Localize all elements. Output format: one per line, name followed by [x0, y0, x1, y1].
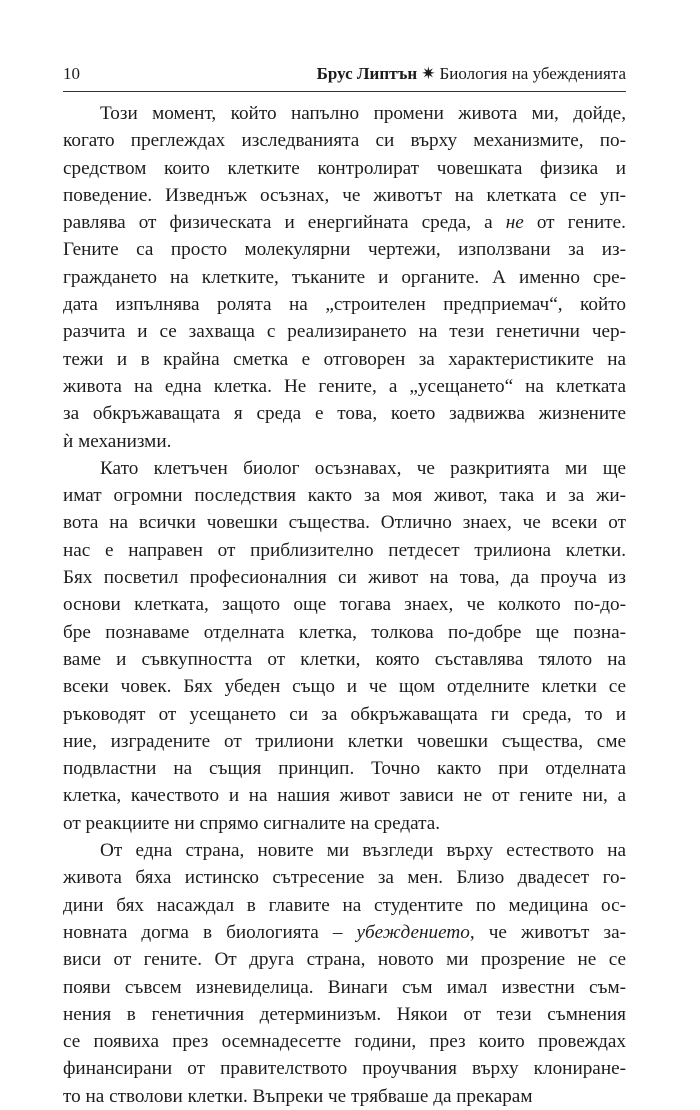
text-line [63, 346, 626, 373]
text-segment: живота бяха истинско сътресение за мен. Близо двадесет го- [63, 867, 626, 889]
text-line [63, 209, 626, 236]
text-segment: Бях посветил професионалния си живот на това, да проуча из [63, 567, 626, 589]
text-segment: нас е направен от приблизително петдесет трилиона клетки. [63, 539, 626, 561]
text-line [63, 892, 626, 919]
text-line [63, 1001, 626, 1028]
text-line [63, 810, 626, 837]
text-segment: бре познаваме отделната клетка, толкова по-добре ще позна- [63, 621, 626, 643]
header-rule [63, 91, 626, 92]
text-segment: клетка, качеството и на нашия живот зависи не от гените ни, а [63, 785, 626, 807]
text-segment: живота на една клетка. Не гените, а „усещането“ на клетката [63, 375, 626, 397]
text-line [63, 509, 626, 536]
paragraph [63, 837, 626, 1110]
text-segment: равлява от физическата и енергийната среда, а [63, 212, 506, 234]
text-line [63, 646, 626, 673]
text-segment: всеки човек. Бях убеден също и че щом отделните клетки се [63, 676, 626, 698]
text-segment: вота на всички човешки същества. Отлично знаех, че всеки от [63, 512, 626, 534]
text-line [63, 701, 626, 728]
text-segment: разчита и се захваща с реализирането на тези генетични чер- [63, 321, 626, 343]
running-head-author: Брус Липтън [316, 64, 418, 83]
text-segment: подвластни на същия принцип. Точно както при отделната [63, 758, 626, 780]
text-segment: от реакциите ни спрямо сигналите на средата. [63, 812, 441, 834]
text-line [63, 127, 626, 154]
text-line [63, 155, 626, 182]
text-line [63, 182, 626, 209]
running-head-book-title: Биология на убежденията [439, 64, 626, 83]
text-segment: за обкръжаващата я среда е това, което задвижва жизнените [63, 403, 626, 425]
text-segment: ние, изградените от трилиони клетки човешки същества, сме [63, 730, 626, 752]
emphasis-text: не [505, 212, 524, 234]
running-head [63, 62, 626, 86]
text-segment: ваме и съвкупността от клетки, която съставлява тялото на [63, 648, 626, 670]
text-line [63, 318, 626, 345]
text-segment: дата изпълнява ролята на „строителен предприемач“, който [63, 294, 626, 316]
text-line [63, 264, 626, 291]
text-line [63, 619, 626, 646]
text-line [63, 974, 626, 1001]
text-line [63, 728, 626, 755]
text-segment: от гените. [523, 212, 626, 234]
text-line [63, 782, 626, 809]
text-segment: виси от гените. От друга страна, новото ми прозрение не се [63, 949, 626, 971]
text-segment: появи съвсем изневиделица. Винаги съм имал известни съм- [63, 976, 626, 998]
text-segment: поведение. Изведнъж осъзнах, че животът на клетката се уп- [63, 184, 626, 206]
paragraph [63, 455, 626, 837]
text-segment: основи клетката, защото още тогава знаех, че колкото по-до- [63, 594, 626, 616]
text-segment: ръководят от усещането си за обкръжаващата ги среда, то и [63, 703, 626, 725]
text-segment: то на стволови клетки. Въпреки че трябваше да прекарам [63, 1085, 533, 1107]
text-segment: се появиха през осемнадесетте години, през които провеждах [63, 1031, 626, 1053]
text-line [63, 946, 626, 973]
body-text [63, 100, 626, 1110]
text-line [63, 373, 626, 400]
text-segment: нения в генетичния детерминизъм. Някои от тези съмнения [63, 1003, 626, 1025]
page-number: 10 [63, 64, 80, 83]
text-line [63, 1028, 626, 1055]
running-title [317, 62, 626, 86]
text-line [63, 591, 626, 618]
emphasis-text: убеждението [356, 921, 470, 943]
text-segment: новната догма в биологията – [63, 921, 357, 943]
text-line [63, 537, 626, 564]
text-line [63, 100, 626, 127]
text-segment: Гените са просто молекулярни чертежи, използвани за из- [63, 239, 626, 261]
text-segment: тежи и в крайна сметка е отговорен за характеристиките на [63, 348, 626, 370]
text-line [63, 1055, 626, 1082]
text-segment: дини бях насаждал в главите на студентите по медицина ос- [63, 894, 626, 916]
text-segment: имат огромни последствия както за моя живот, така и за жи- [63, 485, 626, 507]
text-segment: финансирани от правителството проучвания върху клониране- [63, 1058, 626, 1080]
text-segment: средством които клетките контролират човешката физика и [63, 157, 626, 179]
star-separator-icon: ✷ [421, 64, 436, 83]
text-line [63, 755, 626, 782]
text-segment: граждането на клетките, тъканите и органите. А именно сре- [63, 266, 626, 288]
text-segment: Този момент, който напълно промени живота ми, дойде, [100, 103, 626, 124]
text-line [63, 864, 626, 891]
text-line [63, 291, 626, 318]
text-line [63, 673, 626, 700]
text-segment: когато преглеждах изследванията си върху механизмите, по- [63, 130, 626, 152]
text-segment: ѝ механизми. [63, 430, 172, 452]
paragraph [63, 100, 626, 455]
text-line [63, 482, 626, 509]
text-line [63, 428, 626, 455]
text-line [63, 1083, 626, 1110]
text-line [63, 236, 626, 263]
text-line [63, 455, 626, 482]
text-line [63, 400, 626, 427]
text-line [63, 837, 626, 864]
text-segment: Като клетъчен биолог осъзнавах, че разкритията ми ще [100, 457, 626, 479]
text-segment: , че животът за- [469, 921, 626, 943]
text-line [63, 919, 626, 946]
text-line [63, 564, 626, 591]
text-segment: От една страна, новите ми възгледи върху естеството на [100, 840, 626, 862]
